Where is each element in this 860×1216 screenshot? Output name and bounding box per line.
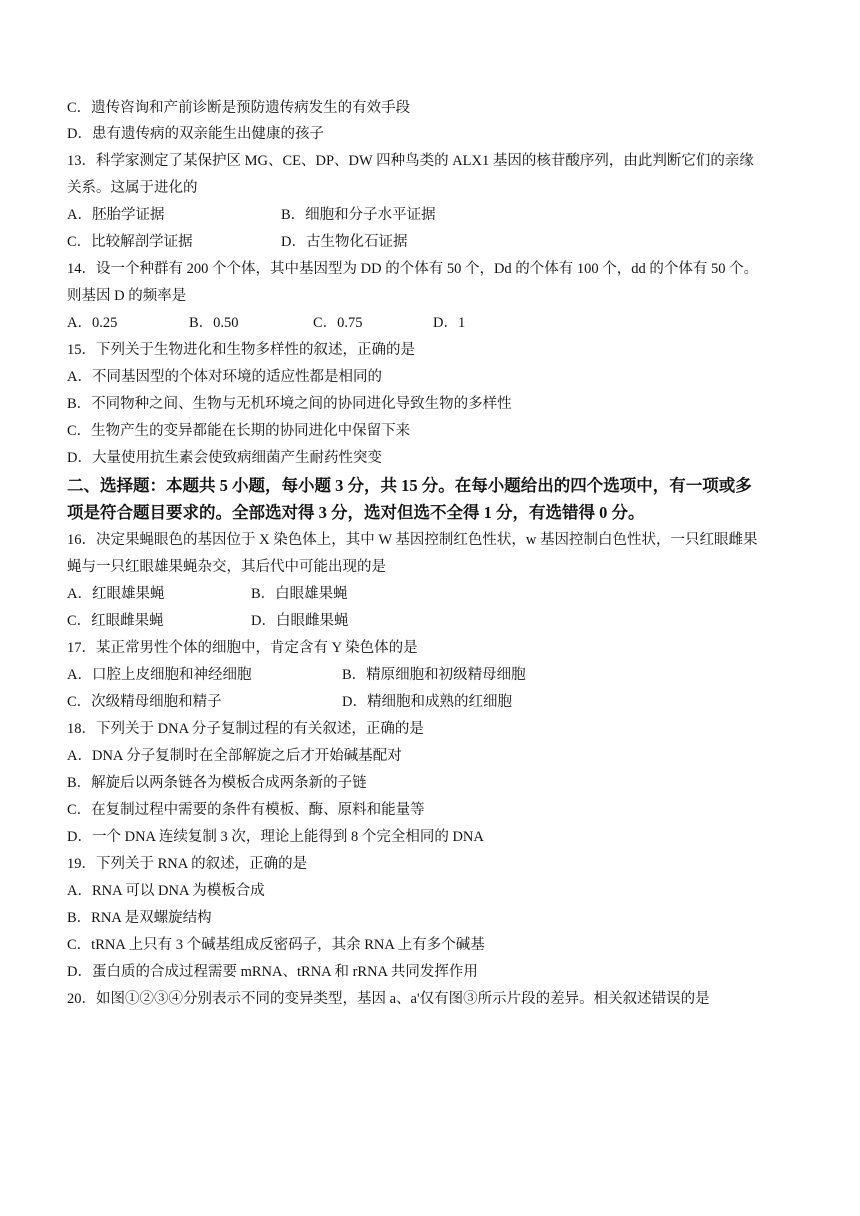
- q13-stem-line1: 13．科学家测定了某保护区 MG、CE、DP、DW 四种鸟类的 ALX1 基因的核苷酸序列，由此判断它们的亲缘: [67, 153, 754, 169]
- q18-option-b: B．解旋后以两条链各为模板合成两条新的子链: [67, 775, 367, 791]
- q13-option-c: C．比较解剖学证据: [67, 234, 193, 250]
- q20-stem: 20．如图①②③④分别表示不同的变异类型，基因 a、a'仅有图③所示片段的差异。相关叙述错误的是: [67, 991, 710, 1007]
- q16-option-b: B．白眼雄果蝇: [251, 586, 348, 602]
- q14-option-d: D．1: [433, 315, 466, 331]
- q16-option-c: C．红眼雌果蝇: [67, 613, 164, 629]
- q19-option-a: A．RNA 可以 DNA 为模板合成: [67, 883, 265, 899]
- q17-option-c: C．次级精母细胞和精子: [67, 694, 222, 710]
- q14-option-a: A．0.25: [67, 315, 118, 331]
- q15-option-c: C．生物产生的变异都能在长期的协同进化中保留下来: [67, 423, 411, 439]
- q13-option-b: B．细胞和分子水平证据: [281, 207, 436, 223]
- q14-stem-line2: 则基因 D 的频率是: [67, 288, 187, 304]
- q14-stem-line1: 14．设一个种群有 200 个个体，其中基因型为 DD 的个体有 50 个，Dd 的个体有 100 个，dd 的个体有 50 个。: [67, 261, 759, 277]
- q12-option-c: C．遗传咨询和产前诊断是预防遗传病发生的有效手段: [67, 100, 411, 116]
- q17-option-b: B．精原细胞和初级精母细胞: [342, 667, 526, 683]
- q15-option-d: D．大量使用抗生素会使致病细菌产生耐药性突变: [67, 450, 382, 466]
- q12-option-d: D．患有遗传病的双亲能生出健康的孩子: [67, 126, 324, 142]
- q13-stem-line2: 关系。这属于进化的: [67, 180, 198, 196]
- q17-option-a: A．口腔上皮细胞和神经细胞: [67, 667, 252, 683]
- q19-option-c: C．tRNA 上只有 3 个碱基组成反密码子，其余 RNA 上有多个碱基: [67, 937, 485, 953]
- q18-option-a: A．DNA 分子复制时在全部解旋之后才开始碱基配对: [67, 748, 402, 764]
- q15-option-b: B．不同物种之间、生物与无机环境之间的协同进化导致生物的多样性: [67, 396, 512, 412]
- q16-option-d: D．白眼雌果蝇: [251, 613, 349, 629]
- q16-stem-line1: 16．决定果蝇眼色的基因位于 X 染色体上，其中 W 基因控制红色性状，w 基因控制白色性状，一只红眼雌果: [67, 532, 758, 548]
- q17-stem: 17．某正常男性个体的细胞中，肯定含有 Y 染色体的是: [67, 640, 418, 656]
- q15-option-a: A．不同基因型的个体对环境的适应性都是相同的: [67, 369, 382, 385]
- q13-option-a: A．胚胎学证据: [67, 207, 165, 223]
- q19-option-b: B．RNA 是双螺旋结构: [67, 910, 212, 926]
- q14-option-c: C．0.75: [313, 315, 363, 331]
- q15-stem: 15．下列关于生物进化和生物多样性的叙述，正确的是: [67, 342, 415, 358]
- section2-heading-line2: 项是符合题目要求的。全部选对得 3 分，选对但选不全得 1 分，有选错得 0 分。: [67, 503, 645, 522]
- q19-option-d: D．蛋白质的合成过程需要 mRNA、tRNA 和 rRNA 共同发挥作用: [67, 964, 478, 980]
- q18-option-d: D．一个 DNA 连续复制 3 次，理论上能得到 8 个完全相同的 DNA: [67, 829, 484, 845]
- q16-stem-line2: 蝇与一只红眼雄果蝇杂交，其后代中可能出现的是: [67, 559, 386, 575]
- q14-option-b: B．0.50: [189, 315, 239, 331]
- section2-heading-line1: 二、选择题：本题共 5 小题，每小题 3 分，共 15 分。在每小题给出的四个选项中，有一项或多: [67, 476, 752, 495]
- q19-stem: 19．下列关于 RNA 的叙述，正确的是: [67, 856, 308, 872]
- q16-option-a: A．红眼雄果蝇: [67, 586, 165, 602]
- q18-stem: 18．下列关于 DNA 分子复制过程的有关叙述，正确的是: [67, 721, 424, 737]
- q13-option-d: D．古生物化石证据: [281, 234, 408, 250]
- q18-option-c: C．在复制过程中需要的条件有模板、酶、原料和能量等: [67, 802, 425, 818]
- q17-option-d: D．精细胞和成熟的红细胞: [342, 694, 512, 710]
